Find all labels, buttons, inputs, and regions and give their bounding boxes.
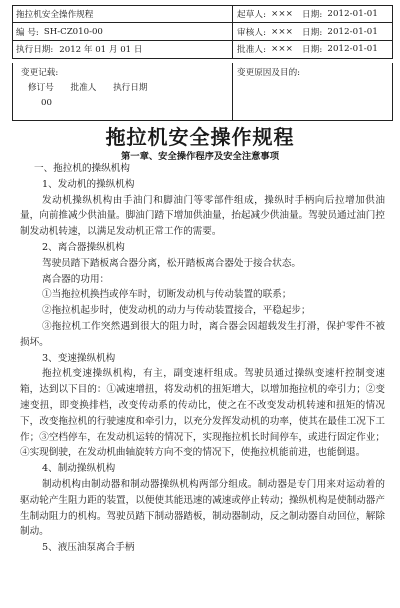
- reviewer-date: 2012-01-01: [327, 26, 378, 37]
- approver-date: 2012-01-01: [327, 44, 378, 55]
- reviewer-name: ×××: [271, 26, 293, 37]
- header-row-1: [13, 6, 392, 23]
- code-label: 编 号:: [16, 27, 39, 38]
- reviewer-label: 审核人:: [237, 27, 267, 38]
- col-approver: 批准人: [70, 83, 97, 93]
- approver-label: 批准人:: [237, 45, 267, 56]
- subsection-heading: 3、变速操纵机构: [42, 352, 116, 364]
- header-exec-date: [13, 41, 233, 58]
- code-value: SH-CZ010-00: [43, 26, 103, 37]
- paragraph: ③拖拉机工作突然遇到很大的阻力时，离合器会因超载发生打滑，保护零件不被损坏。: [20, 320, 385, 348]
- drafter-date: 2012-01-01: [327, 9, 378, 20]
- approver-name: ×××: [271, 44, 293, 55]
- paragraph: 发动机操纵机构由手油门和脚油门等零部件组成，操纵时手柄向后拉增加供油量，向前推减少供油量。脚油门踏下增加供油量，抬起减少供油量。驾驶员通过油门控制发动机转速，以满足发动机正常工作的需要。: [20, 194, 385, 238]
- header-row-2: [13, 23, 392, 40]
- header-code: [13, 23, 233, 39]
- exec-date-value: 2012 年 01 月 01 日: [59, 45, 143, 56]
- revision-value: 00: [41, 98, 52, 108]
- paragraph: ②拖拉机起步时，使发动机的动力与传动装置接合，平稳起步；: [42, 305, 311, 317]
- chapter-heading: 第一章、安全操作程序及安全注意事项: [120, 151, 280, 162]
- paragraph: 制动机构由制动器和制动器操纵机构两部分组成。制动器是专门用来对运动着的驱动轮产生阻力距的装置，以便使其能迅速的减速或停止转动；操纵机构是使制动器产生制动阻力的机构。驾驶员踏下制动器踏板，制动器制动，反之制动器自动回位，解除制动。: [20, 478, 385, 538]
- header-doc-name: 拖拉机安全操作规程: [13, 6, 233, 22]
- change-reason-label: 变更原因及目的:: [237, 68, 301, 78]
- exec-date-label: 执行日期:: [16, 45, 54, 56]
- header-reviewer: [233, 23, 392, 39]
- subsection-heading: 2、离合器操纵机构: [42, 241, 125, 253]
- document-header-table: [12, 5, 393, 59]
- subsection-heading: 5、液压油泵离合手柄: [42, 542, 135, 554]
- subsection-heading: 4、制动操纵机构: [42, 463, 116, 475]
- change-record-columns: [21, 81, 232, 96]
- drafter-label: 起草人:: [237, 10, 267, 21]
- col-exec-date: 执行日期: [113, 83, 148, 93]
- paragraph: ①当拖拉机换挡或停车时，切断发动机与传动装置的联系；: [42, 289, 292, 301]
- col-revision: 修订号: [28, 83, 54, 93]
- header-drafter: [233, 6, 392, 22]
- paragraph: 拖拉机变速操纵机构，有主，副变速杆组成。驾驶员通过操纵变速杆控制变速箱，达到以下目的：①减速增扭，将发动机的扭矩增大，以增加拖拉机的牵引力；②变速变扭，即变换排档，改变传动系的传动比，使之在不改变发动机转速和扭矩的情况下，改变拖拉机的行驶速度和牵引力，以充分发挥发动机的功率，使其在最佳工况下工作；③空档停车，在发动机运转的情况下，实现拖拉机长时间停车，或进行固定作业；④实现倒驶，在发动机曲轴旋转方向不变的情况下，使拖拉机能前进，也能倒退。: [20, 368, 385, 459]
- document-title: 拖拉机安全操作规程: [105, 125, 295, 149]
- change-record-table: [12, 63, 393, 121]
- paragraph: 离合器的功用：: [42, 273, 110, 285]
- section-heading: 一、拖拉机的操纵机构: [34, 163, 130, 174]
- paragraph: 驾驶员踏下踏板离合器分离，松开踏板离合器处于接合状态。: [42, 257, 302, 269]
- document-body: [20, 161, 385, 556]
- reviewer-date-label: 日期:: [301, 27, 323, 38]
- change-record-cell: [13, 63, 233, 120]
- drafter-date-label: 日期:: [301, 10, 323, 21]
- header-row-3: [13, 41, 392, 58]
- change-reason-cell: [233, 63, 392, 120]
- drafter-name: ×××: [271, 9, 293, 20]
- header-approver: [233, 41, 392, 58]
- subsection-heading: 1、发动机的操纵机构: [42, 178, 135, 190]
- change-record-title: 变更记载:: [21, 68, 59, 78]
- approver-date-label: 日期:: [301, 45, 323, 56]
